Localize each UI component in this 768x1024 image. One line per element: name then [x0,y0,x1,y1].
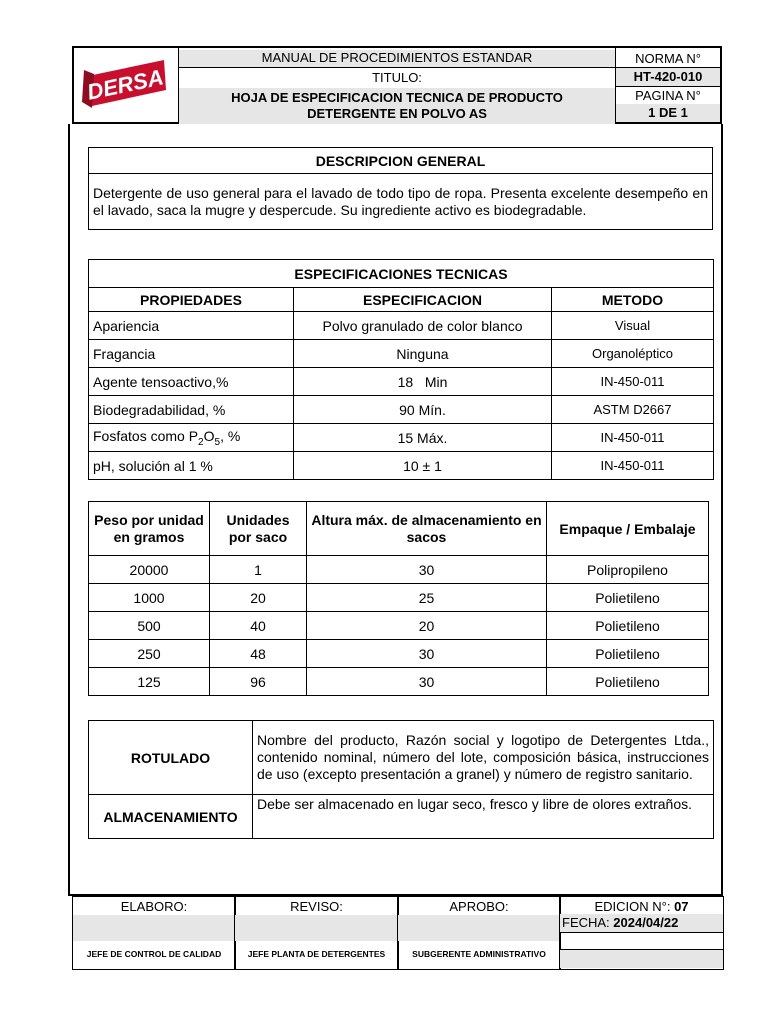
spec-header-propiedades: PROPIEDADES [89,288,294,312]
empaque-peso: 20000 [89,556,210,584]
reviso-name: JEFE PLANTA DE DETERGENTES [247,949,386,959]
spec-value: Polvo granulado de color blanco [294,312,552,340]
pagina-value: 1 DE 1 [616,104,720,122]
fecha-line [560,914,723,933]
spec-method: IN-450-011 [552,368,714,396]
fecha-label: FECHA: [562,915,610,930]
spec-header-metodo: METODO [552,288,714,312]
reviso-cell [234,896,399,970]
edicion-label: EDICION N°: [594,899,671,914]
spec-method: IN-450-011 [552,452,714,480]
especificaciones-title: ESPECIFICACIONES TECNICAS [89,260,714,288]
spec-header-especificacion: ESPECIFICACION [294,288,552,312]
empaque-material: Polietileno [547,584,709,612]
edicion-cell [559,896,724,970]
especificaciones-table [88,259,714,480]
spec-property: pH, solución al 1 % [89,452,294,480]
spec-property: Agente tensoactivo,% [89,368,294,396]
spec-method: Organoléptico [552,340,714,368]
fosfatos-post: , % [220,427,241,444]
norma-value: HT-420-010 [616,68,720,87]
empaque-altura: 20 [307,612,547,640]
spec-value: 10 ± 1 [294,452,552,480]
table-row [89,452,714,480]
spec-value: 90 Mín. [294,396,552,424]
dersa-logo [74,48,179,122]
table-row [89,396,714,424]
title-block [179,48,616,122]
table-row [89,424,714,452]
logo-cell [74,48,179,122]
document-title-line1: HOJA DE ESPECIFICACION TECNICA DE PRODUCTO [231,90,563,105]
descripcion-text: Detergente de uso general para el lavado de todo tipo de ropa. Presenta excelente desempeño en el lavado, saca la mugre y despercude. Su ingrediente activo es biodegradable. [89,174,713,230]
empaque-altura: 25 [307,584,547,612]
empaque-peso: 1000 [89,584,210,612]
logo-text: DERSA [85,64,166,105]
empaque-peso: 500 [89,612,210,640]
rotulado-text: Nombre del producto, Razón social y logotipo de Detergentes Ltda., contenido nominal, número del lote, composición básica, instrucciones de uso (excepto presentación a granel) y número de registro sanitario. [253,721,714,795]
document-header [72,46,722,124]
empaque-header-altura: Altura máx. de almacenamiento en sacos [307,502,547,556]
table-row [89,556,709,584]
empaque-unidades: 1 [210,556,307,584]
spec-value: 18 Min [294,368,552,396]
table-row [89,612,709,640]
empaque-material: Polipropileno [547,556,709,584]
empaque-material: Polietileno [547,640,709,668]
aprobo-cell [397,896,561,970]
signature-footer [72,896,722,970]
fecha-value: 2024/04/22 [613,915,679,930]
descripcion-title: DESCRIPCION GENERAL [89,148,713,174]
empaque-altura: 30 [307,668,547,696]
spec-value: 15 Máx. [294,424,552,452]
elaboro-cell [72,896,236,970]
table-row [89,312,714,340]
empaque-peso: 250 [89,640,210,668]
table-row [89,584,709,612]
elaboro-name: JEFE DE CONTROL DE CALIDAD [86,949,222,959]
empaque-unidades: 48 [210,640,307,668]
empaque-table [88,501,709,696]
empaque-header-unidades: Unidades por saco [210,502,307,556]
table-row [89,668,709,696]
pagina-label: PAGINA N° [635,88,701,103]
empaque-header-peso: Peso por unidad en gramos [89,502,210,556]
fosfatos-pre: Fosfatos como P [93,427,199,444]
rotulado-table [88,720,714,839]
almacenamiento-label: ALMACENAMIENTO [89,795,253,839]
spec-property: Apariencia [89,312,294,340]
table-row [89,368,714,396]
rotulado-label: ROTULADO [89,721,253,795]
spec-method: ASTM D2667 [552,396,714,424]
manual-title: MANUAL DE PROCEDIMIENTOS ESTANDAR [179,50,615,68]
empaque-unidades: 96 [210,668,307,696]
descripcion-table [88,147,713,230]
empaque-header-embalaje: Empaque / Embalaje [547,502,709,556]
spec-property-fosfatos [89,424,294,452]
norma-label: NORMA N° [616,51,720,68]
fosfatos-sub2: 5 [214,436,221,448]
empaque-material: Polietileno [547,668,709,696]
norma-block [616,48,720,122]
fosfatos-sub1: 2 [198,436,204,448]
spec-method: IN-450-011 [552,424,714,452]
document-title [179,88,615,124]
elaboro-label: ELABORO: [120,899,188,914]
almacenamiento-text: Debe ser almacenado en lugar seco, fresco y libre de olores extraños. [253,795,714,839]
spec-method: Visual [552,312,714,340]
spec-property: Biodegradabilidad, % [89,396,294,424]
edicion-line [560,899,723,914]
empaque-unidades: 40 [210,612,307,640]
table-row [89,340,714,368]
edicion-value: 07 [674,899,689,914]
spec-property: Fragancia [89,340,294,368]
empaque-altura: 30 [307,556,547,584]
empaque-altura: 30 [307,640,547,668]
empaque-material: Polietileno [547,612,709,640]
spec-value: Ninguna [294,340,552,368]
fosfatos-mid: O [203,427,215,444]
document-title-line2: DETERGENTE EN POLVO AS [307,106,487,121]
titulo-label: TITULO: [372,70,422,85]
table-row [89,640,709,668]
empaque-unidades: 20 [210,584,307,612]
reviso-label: REVISO: [290,899,343,914]
empaque-peso: 125 [89,668,210,696]
aprobo-name: SUBGERENTE ADMINISTRATIVO [412,949,546,959]
aprobo-label: APROBO: [449,899,509,914]
